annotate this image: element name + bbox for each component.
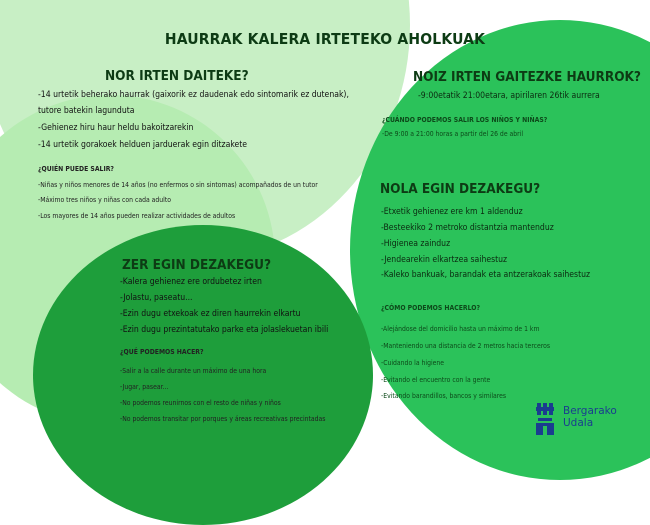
- logo-line-2: Udala: [563, 417, 594, 429]
- bergara-logo-icon: [533, 401, 557, 435]
- how-es-line-3: -Cuidando la higiene: [381, 359, 445, 367]
- who-es-heading: ¿QUIÉN PUEDE SALIR?: [38, 165, 114, 173]
- how-line-1: -Etxetik gehienez ere km 1 aldenduz: [381, 207, 523, 217]
- who-line-4: -14 urtetik gorakoek helduen jarduerak egin ditzakete: [38, 140, 248, 150]
- how-es-heading: ¿CÓMO PODEMOS HACERLO?: [381, 304, 481, 312]
- when-line: -9:00etatik 21:00etara, apirilaren 26tik aurrera: [418, 91, 600, 101]
- poster-title: HAURRAK KALERA IRTETEKO AHOLKUAK: [164, 30, 486, 48]
- what-line-3: -Ezin dugu etxekoak ez diren haurrekin elkartu: [120, 309, 301, 319]
- what-es-line-1: -Salir a la calle durante un máximo de una hora: [120, 367, 267, 375]
- how-line-2: -Besteekiko 2 metroko distantzia mantenduz: [381, 223, 554, 233]
- who-es-line-1: -Niñas y niños menores de 14 años (no enfermos o sin sintomas) acompañados de un tutor: [38, 181, 318, 189]
- how-line-3: -Higienea zainduz: [381, 239, 451, 249]
- what-es-line-3: -No podemos reunirnos con el resto de niñas y niños: [120, 399, 281, 407]
- who-heading: NOR IRTEN DAITEKE?: [105, 68, 249, 84]
- how-line-5: -Kaleko bankuak, barandak eta antzerakoak saihestuz: [381, 270, 591, 280]
- how-es-line-5: -Evitando barandillos, bancos y similares: [381, 392, 507, 400]
- what-heading: ZER EGIN DEZAKEGU?: [122, 257, 272, 273]
- when-es-line: -De 9:00 a 21:00 horas a partir del 26 de abril: [382, 130, 524, 138]
- when-heading: NOIZ IRTEN GAITEZKE HAURROK?: [413, 69, 641, 85]
- what-line-1: -Kalera gehienez ere ordubetez irten: [120, 277, 262, 287]
- what-es-line-2: -Jugar, pasear...: [120, 383, 169, 391]
- who-es-line-2: -Máximo tres niños y niñas con cada adulto: [38, 196, 171, 204]
- logo-line-1: Bergarako: [563, 405, 617, 417]
- who-line-2: tutore batekin lagunduta: [38, 106, 135, 116]
- how-es-line-1: -Alejándose del domicilio hasta un máximo de 1 km: [381, 325, 540, 333]
- how-line-4: -Jendearekin elkartzea saihestuz: [381, 255, 508, 265]
- who-es-line-3: -Los mayores de 14 años pueden realizar actividades de adultos: [38, 212, 236, 220]
- how-heading: NOLA EGIN DEZAKEGU?: [380, 181, 541, 197]
- when-es-heading: ¿CUÁNDO PODEMOS SALIR LOS NIÑOS Y NIÑAS?: [382, 116, 548, 124]
- who-line-3: -Gehienez hiru haur heldu bakoitzarekin: [38, 123, 194, 133]
- what-es-heading: ¿QUÉ PODEMOS HACER?: [120, 348, 204, 356]
- what-line-2: -Jolastu, paseatu...: [120, 293, 193, 303]
- what-es-line-4: -No podemos transitar por porques y áreas recreativas precintadas: [120, 415, 326, 423]
- how-es-line-4: -Evitando el encuentro con la gente: [381, 376, 491, 384]
- municipality-logo-text: [563, 405, 617, 429]
- how-es-line-2: -Manteniendo una distancia de 2 metros hacia terceros: [381, 342, 551, 350]
- what-line-4: -Ezin dugu prezintatutako parke eta jolaslekuetan ibili: [120, 325, 329, 335]
- who-line-1: -14 urtetik beherako haurrak (gaixorik ez daudenak edo sintomarik ez dutenak),: [38, 90, 349, 100]
